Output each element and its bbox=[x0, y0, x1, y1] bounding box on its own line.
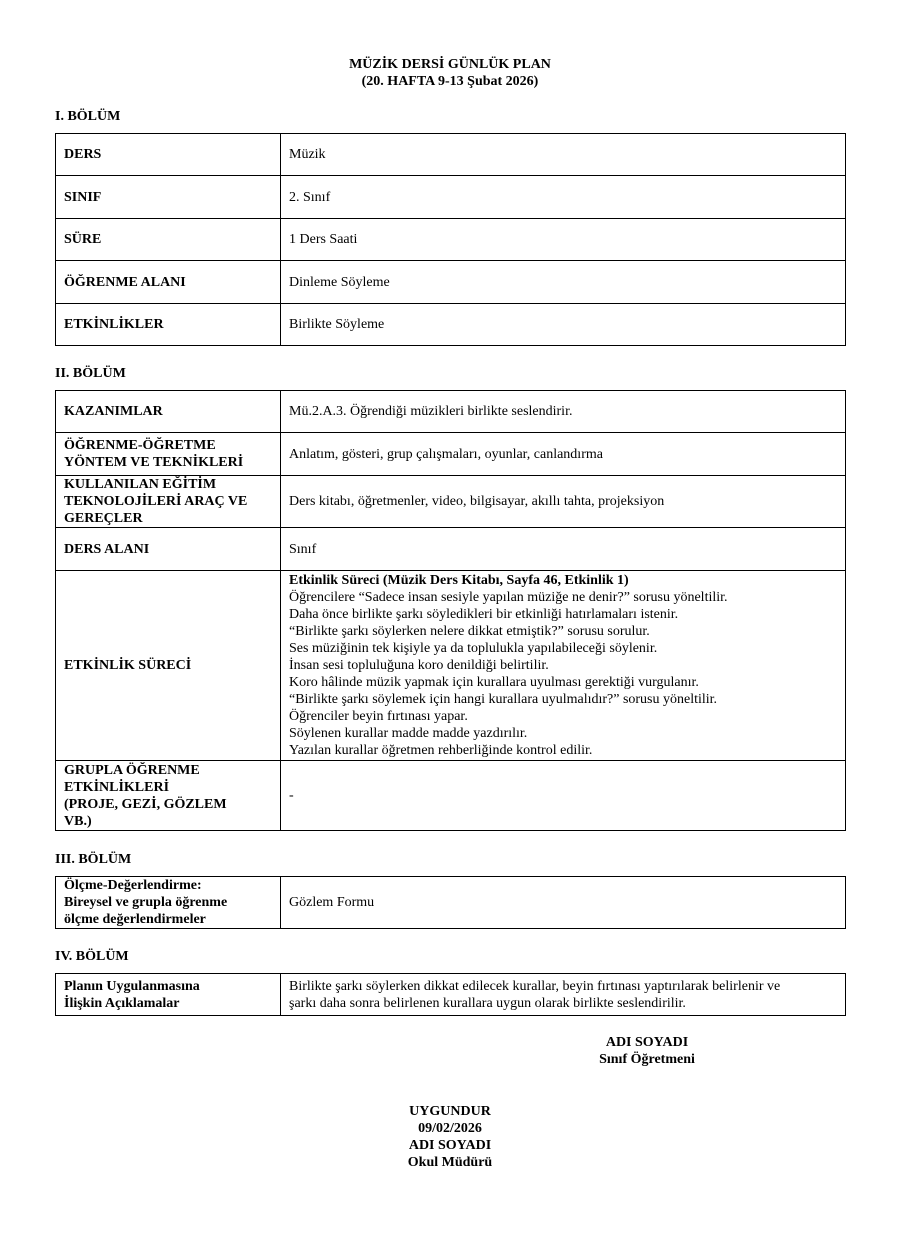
table-row bbox=[56, 134, 846, 176]
etkinlik-line: İnsan sesi topluluğuna koro denildiği belirtilir. bbox=[289, 658, 549, 673]
section-1-table bbox=[55, 133, 846, 346]
row-label: SÜRE bbox=[56, 219, 281, 261]
principal-signature bbox=[350, 1103, 550, 1171]
araclar-label: KULLANILAN EĞİTİM TEKNOLOJİLERİ ARAÇ VE GEREÇLER bbox=[56, 476, 281, 528]
row-value: Müzik bbox=[281, 134, 846, 176]
etkinlik-line: Öğrencilere “Sadece insan sesiyle yapılan müziğe ne denir?” sorusu yöneltilir. bbox=[289, 590, 728, 605]
row-value: Dinleme Söyleme bbox=[281, 261, 846, 304]
grup-value: - bbox=[281, 761, 846, 831]
etkinlik-title: Etkinlik Süreci (Müzik Ders Kitabı, Sayfa 46, Etkinlik 1) bbox=[289, 573, 629, 588]
row-label: ETKİNLİKLER bbox=[56, 304, 281, 346]
yontem-value: Anlatım, gösteri, grup çalışmaları, oyunlar, canlandırma bbox=[281, 433, 846, 476]
olcme-label: Ölçme-Değerlendirme: Bireysel ve grupla öğrenme ölçme değerlendirmeler bbox=[56, 877, 281, 929]
table-row bbox=[56, 974, 846, 1016]
row-label: DERS bbox=[56, 134, 281, 176]
section-3-table bbox=[55, 876, 846, 929]
kazanimlar-value: Mü.2.A.3. Öğrendiği müzikleri birlikte seslendirir. bbox=[281, 391, 846, 433]
approval-text: UYGUNDUR bbox=[409, 1104, 491, 1119]
olcme-value: Gözlem Formu bbox=[281, 877, 846, 929]
plan-title: MÜZİK DERSİ GÜNLÜK PLAN bbox=[349, 57, 551, 72]
table-row bbox=[56, 219, 846, 261]
section-4-table bbox=[55, 973, 846, 1016]
table-row bbox=[56, 877, 846, 929]
table-row bbox=[56, 761, 846, 831]
etkinlik-label: ETKİNLİK SÜRECİ bbox=[56, 571, 281, 761]
kazanimlar-label: KAZANIMLAR bbox=[56, 391, 281, 433]
table-row bbox=[56, 391, 846, 433]
table-row bbox=[56, 476, 846, 528]
row-value: 2. Sınıf bbox=[281, 176, 846, 219]
grup-label: GRUPLA ÖĞRENME ETKİNLİKLERİ (PROJE, GEZİ, GÖZLEM VB.) bbox=[56, 761, 281, 831]
etkinlik-line: “Birlikte şarkı söylemek için hangi kurallara uyulmalıdır?” sorusu yöneltilir. bbox=[289, 692, 718, 707]
aciklama-label: Planın Uygulanmasına İlişkin Açıklamalar bbox=[56, 974, 281, 1016]
aciklama-value: Birlikte şarkı söylerken dikkat edilecek kurallar, beyin fırtınası yaptırılarak belirlenir ve şarkı daha sonra belirlenen kurallara uygun olarak birlikte seslendirilir. bbox=[281, 974, 846, 1016]
table-row bbox=[56, 528, 846, 571]
teacher-role: Sınıf Öğretmeni bbox=[599, 1052, 695, 1067]
approval-date: 09/02/2026 bbox=[418, 1121, 482, 1136]
principal-role: Okul Müdürü bbox=[407, 1155, 493, 1170]
etkinlik-line: Ses müziğinin tek kişiyle ya da toplulukla yapılabileceği söylenir. bbox=[289, 641, 658, 656]
section-4-heading: IV. BÖLÜM bbox=[55, 949, 129, 964]
etkinlik-line: Öğrenciler beyin fırtınası yapar. bbox=[289, 709, 468, 724]
table-row bbox=[56, 571, 846, 761]
table-row bbox=[56, 433, 846, 476]
etkinlik-value bbox=[281, 571, 846, 761]
row-label: SINIF bbox=[56, 176, 281, 219]
etkinlik-line: Yazılan kurallar öğretmen rehberliğinde kontrol edilir. bbox=[289, 743, 593, 758]
etkinlik-line: “Birlikte şarkı söylerken nelere dikkat etmiştik?” sorusu sorulur. bbox=[289, 624, 650, 639]
section-2-heading: II. BÖLÜM bbox=[55, 366, 126, 381]
etkinlik-line: Daha önce birlikte şarkı söyledikleri bir etkinliği hatırlamaları istenir. bbox=[289, 607, 679, 622]
araclar-value: Ders kitabı, öğretmenler, video, bilgisayar, akıllı tahta, projeksiyon bbox=[281, 476, 846, 528]
ders-alani-label: DERS ALANI bbox=[56, 528, 281, 571]
etkinlik-line: Koro hâlinde müzik yapmak için kurallara uyulması gerektiği vurgulanır. bbox=[289, 675, 699, 690]
ders-alani-value: Sınıf bbox=[281, 528, 846, 571]
row-value: Birlikte Söyleme bbox=[281, 304, 846, 346]
teacher-signature bbox=[547, 1034, 747, 1068]
section-3-heading: III. BÖLÜM bbox=[55, 852, 132, 867]
principal-name: ADI SOYADI bbox=[408, 1138, 492, 1153]
plan-subtitle: (20. HAFTA 9-13 Şubat 2026) bbox=[361, 74, 539, 89]
row-label: ÖĞRENME ALANI bbox=[56, 261, 281, 304]
row-value: 1 Ders Saati bbox=[281, 219, 846, 261]
yontem-label: ÖĞRENME-ÖĞRETME YÖNTEM VE TEKNİKLERİ bbox=[56, 433, 281, 476]
etkinlik-line: Söylenen kurallar madde madde yazdırılır. bbox=[289, 726, 528, 741]
table-row bbox=[56, 176, 846, 219]
teacher-name: ADI SOYADI bbox=[605, 1035, 689, 1050]
section-2-table bbox=[55, 390, 846, 831]
table-row bbox=[56, 304, 846, 346]
section-1-heading: I. BÖLÜM bbox=[55, 109, 121, 124]
table-row bbox=[56, 261, 846, 304]
